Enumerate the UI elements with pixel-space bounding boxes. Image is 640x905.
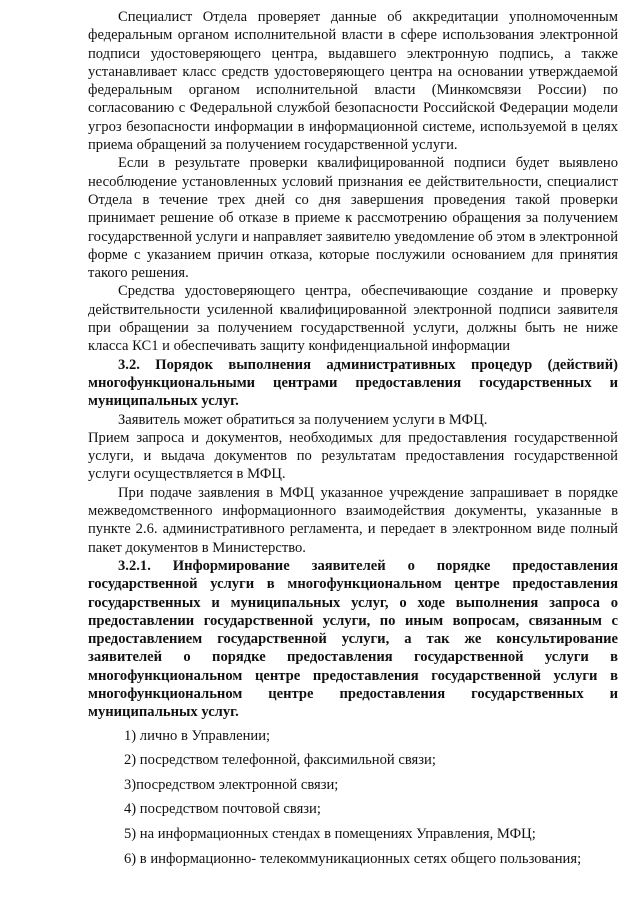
- heading-3-2: 3.2. Порядок выполнения административных процедур (действий) многофункциональными центрами предоставления государственных и муниципальных услуг.: [88, 356, 618, 410]
- paragraph-signature-verification: Если в результате проверки квалифицированной подписи будет выявлено несоблюдение установленных условий признания ее действительности, специалист Отдела в течение трех дней со дня завершения проведения такой проверки принимает решение об отказе в приеме к рассмотрению обращения за получением государственной услуги и направляет заявителю уведомление об этом в электронной форме с указанием причин отказа, которые послужили основанием для принятия такого решения.: [88, 155, 618, 282]
- list-item: 1) лично в Управлении;: [124, 727, 271, 744]
- paragraph-mfc-intro: Заявитель может обратиться за получением услуги в МФЦ.: [118, 411, 488, 428]
- paragraph-certification-center-tools: Средства удостоверяющего центра, обеспечивающие создание и проверку действительности усиленной квалифицированной электронной подписи заявителя при обращении за получением государственной услуги, должны быть не ниже класса КС1 и обеспечивать защиту конфиденциальной информации: [88, 283, 618, 355]
- list-item: 6) в информационно- телекоммуникационных сетях общего пользования;: [124, 850, 582, 867]
- list-item: 5) на информационных стендах в помещениях Управления, МФЦ;: [124, 825, 536, 842]
- paragraph-mfc-submission: При подаче заявления в МФЦ указанное учреждение запрашивает в порядке межведомственного информационного взаимодействия документы, указанные в пункте 2.6. административного регламента, и передает в электронном виде полный пакет документов в Министерство.: [88, 484, 618, 556]
- paragraph-mfc-reception: Прием запроса и документов, необходимых для предоставления государственной услуги, и выдача документов по результатам предоставления государственной услуги осуществляется в МФЦ.: [88, 429, 618, 483]
- heading-3-2-1: 3.2.1. Информирование заявителей о порядке предоставления государственной услуги в многофункциональном центре предоставления государственных и муниципальных услуг, о ходе выполнения запроса о предоставлении государственной услуги, по иным вопросам, связанным с предоставлением государственной услуги, а так же консультирование заявителей о порядке предоставления государственной услуги в многофункциональном центре предоставления государственной услуги в многофункциональном центре предоставления государственных и муниципальных услуг.: [88, 557, 618, 721]
- informing-methods-list: [88, 724, 618, 872]
- list-item: 2) посредством телефонной, факсимильной связи;: [124, 752, 436, 769]
- list-item: 3)посредством электронной связи;: [124, 776, 339, 793]
- list-item: 4) посредством почтовой связи;: [124, 801, 321, 818]
- paragraph-accreditation-check: Специалист Отдела проверяет данные об аккредитации уполномоченным федеральным органом исполнительной власти в сфере использования электронной подписи удостоверяющего центра, выдавшего электронную подпись, а также устанавливает класс средств удостоверяющего центра на основании утверждаемой федеральным органом исполнительной власти (Минкомсвязи России) по согласованию с Федеральной службой безопасности Российской Федерации модели угроз безопасности информации в информационной системе, используемой в целях приема обращений за получением государственной услуги.: [88, 9, 618, 154]
